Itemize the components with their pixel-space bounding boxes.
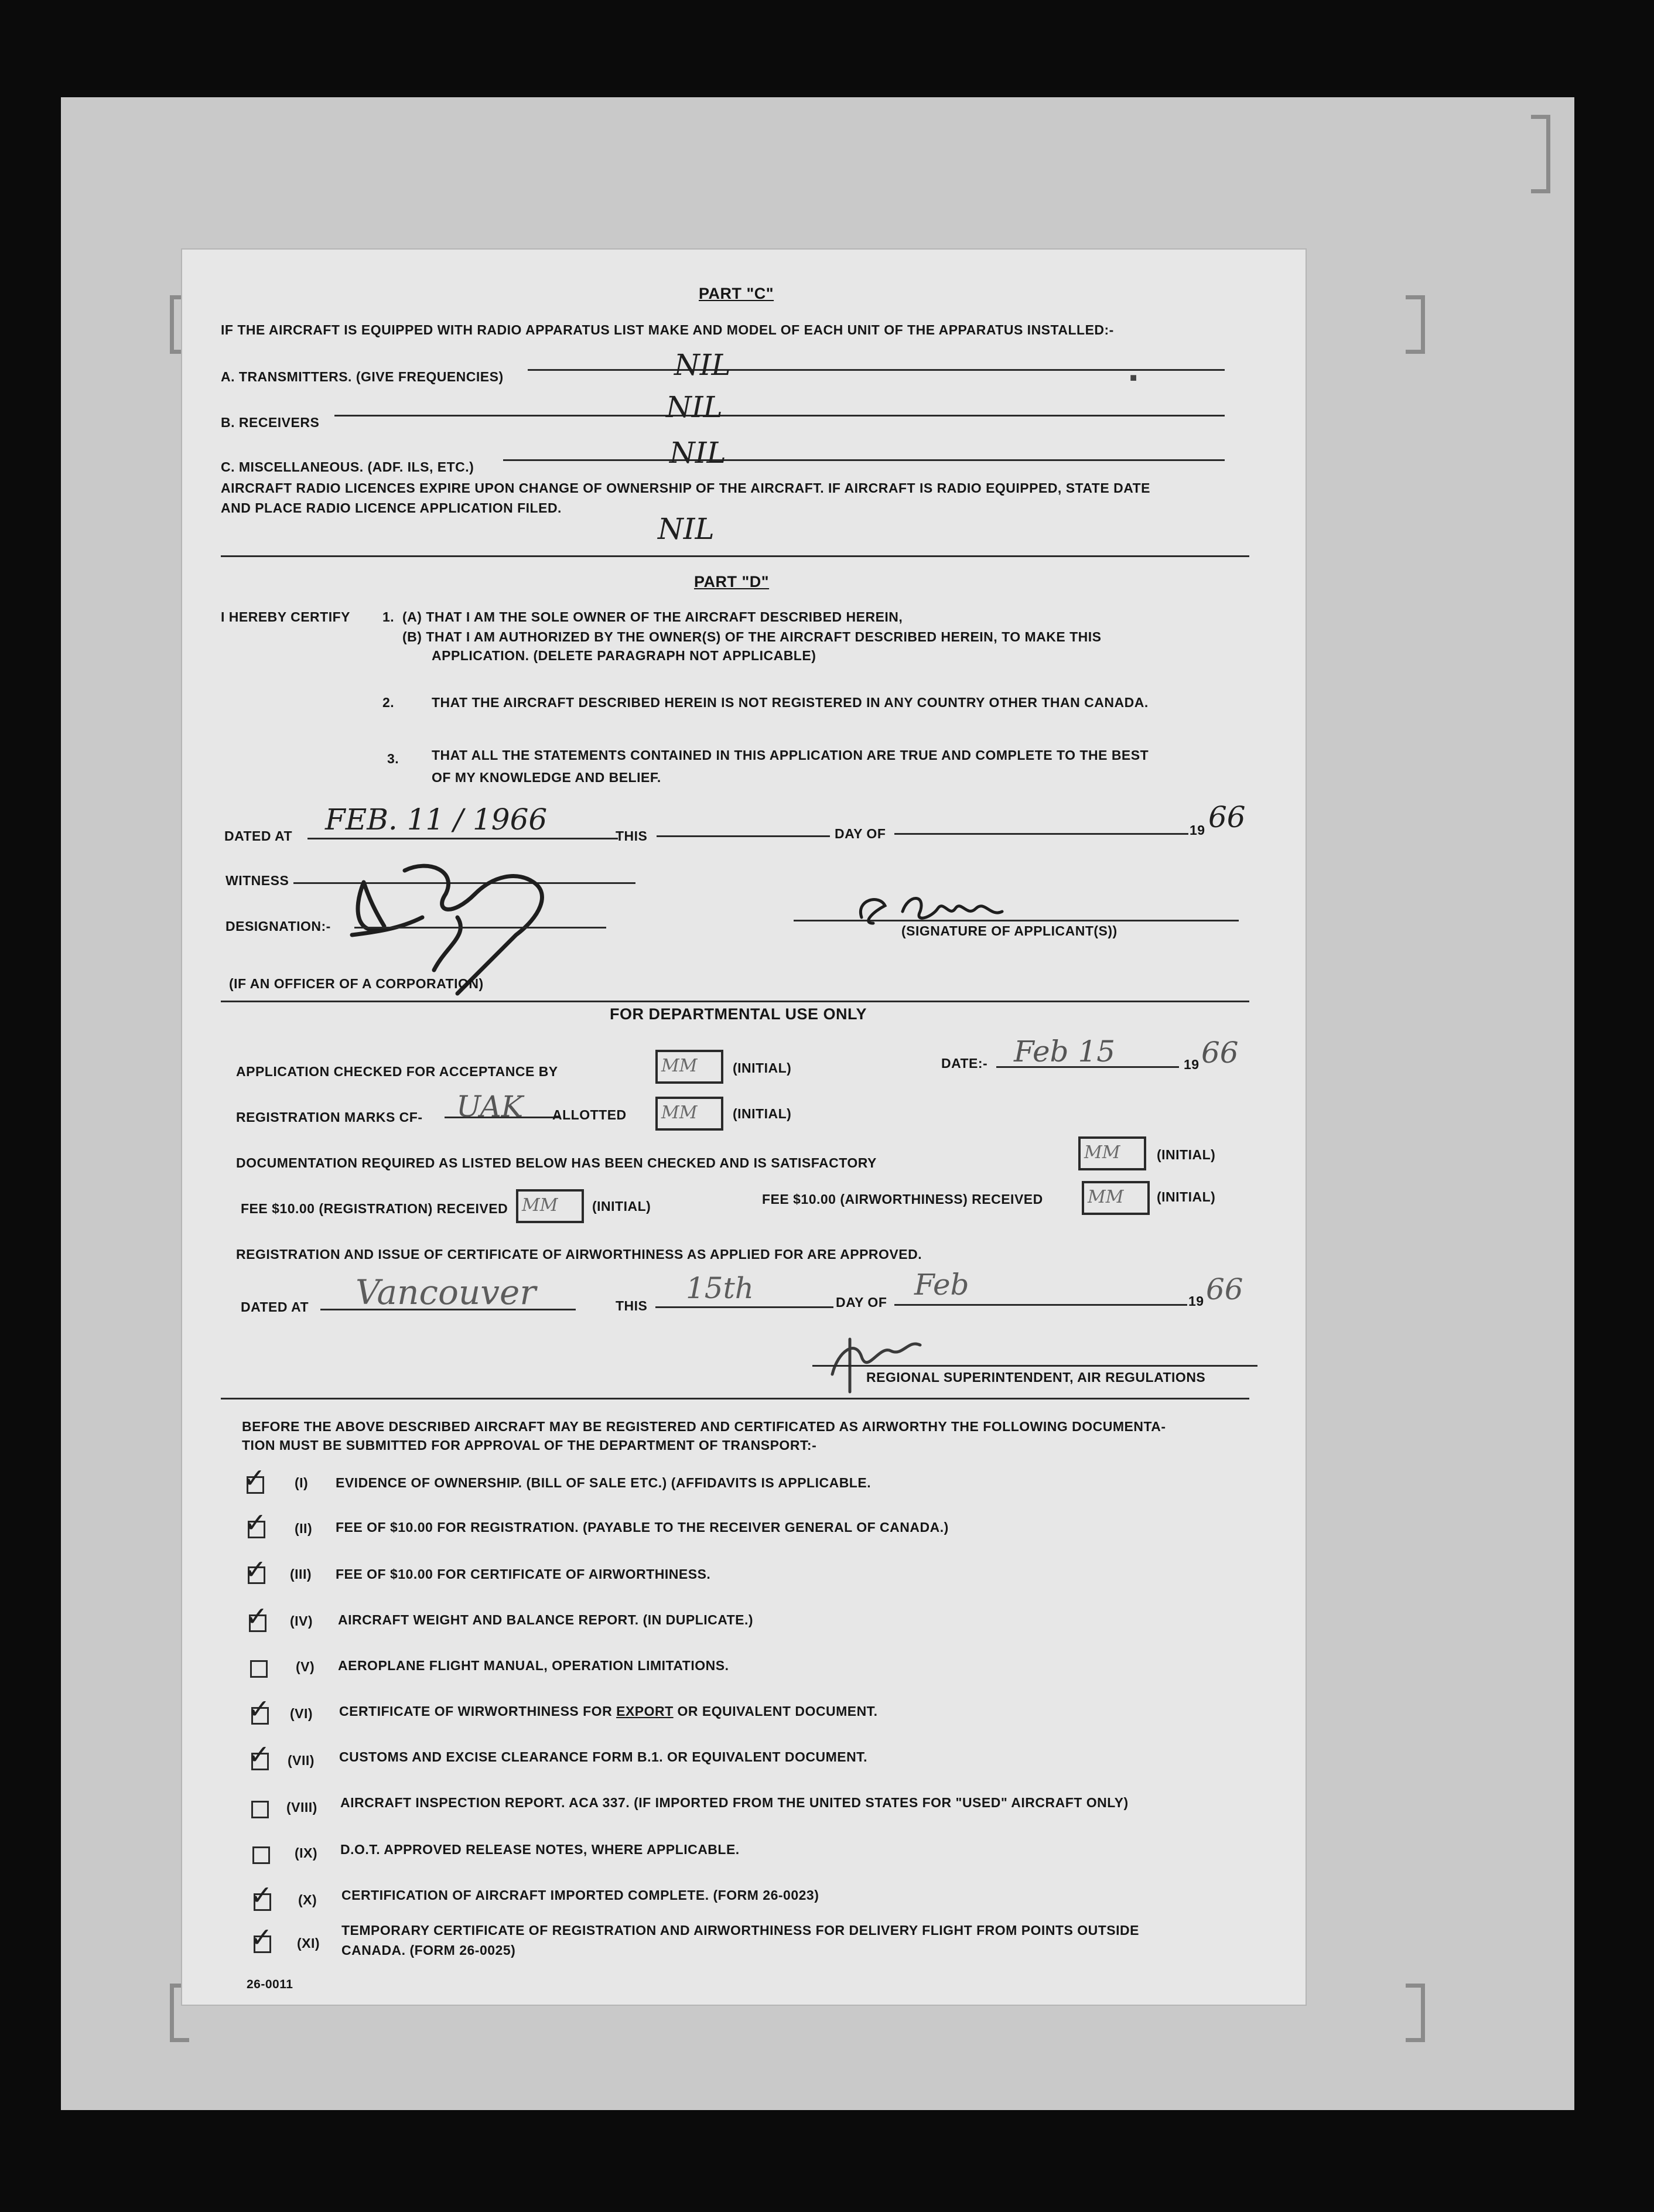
part-d-heading: PART "D": [694, 573, 770, 590]
item-vii-text: CUSTOMS AND EXCISE CLEARANCE FORM B.1. OR EQUIVALENT DOCUMENT.: [339, 1749, 868, 1764]
transmitters-label: A. TRANSMITTERS. (GIVE FREQUENCIES): [221, 369, 504, 384]
item-viii-text: AIRCRAFT INSPECTION REPORT. ACA 337. (IF IMPORTED FROM THE UNITED STATES FOR "USED" AIRCRAFT ONLY): [340, 1795, 1129, 1810]
misc-line: [503, 459, 1225, 461]
dept-this-line: [655, 1306, 833, 1308]
allotted-initial-label: (INITIAL): [733, 1106, 792, 1121]
transmitters-line: [528, 369, 1225, 371]
item-ii-number: (II): [295, 1521, 313, 1536]
item-x-text: CERTIFICATION OF AIRCRAFT IMPORTED COMPLETE. (FORM 26-0023): [341, 1887, 819, 1903]
dept-use-end-line: [221, 1398, 1249, 1399]
part-d-end-line: [221, 1001, 1249, 1002]
allotted-label: ALLOTTED: [552, 1107, 627, 1122]
item-vi-text-c: OR EQUIVALENT DOCUMENT.: [673, 1704, 878, 1719]
transmitters-value: NIL: [674, 348, 731, 382]
checked-for-acceptance-label: APPLICATION CHECKED FOR ACCEPTANCE BY: [236, 1064, 558, 1079]
superintendent-line: [812, 1365, 1257, 1367]
dept-day-of-line: [894, 1304, 1187, 1306]
item-i-text: EVIDENCE OF OWNERSHIP. (BILL OF SALE ETC.) (AFFIDAVITS IS APPLICABLE.: [336, 1475, 872, 1490]
registration-marks-value: UAK: [456, 1090, 524, 1124]
item-v-number: (V): [296, 1659, 315, 1674]
checkmark-icon: ✓: [248, 1739, 271, 1770]
item2-text: THAT THE AIRCRAFT DESCRIBED HEREIN IS NOT REGISTERED IN ANY COUNTRY OTHER THAN CANADA.: [432, 695, 1149, 710]
fee-airworthiness-label: FEE $10.00 (AIRWORTHINESS) RECEIVED: [762, 1192, 1043, 1207]
registration-marks-label: REGISTRATION MARKS CF-: [236, 1110, 423, 1125]
item-iii-number: (III): [290, 1566, 312, 1582]
signature-of-applicant-label: (SIGNATURE OF APPLICANT(S)): [901, 923, 1118, 938]
approval-label: REGISTRATION AND ISSUE OF CERTIFICATE OF AIRWORTHINESS AS APPLIED FOR ARE APPROVED.: [236, 1247, 922, 1262]
item-x-number: (X): [298, 1892, 317, 1907]
item-vii-number: (VII): [288, 1753, 315, 1768]
checkmark-icon: ✓: [243, 1462, 266, 1494]
witness-label: WITNESS: [225, 873, 289, 888]
item2-number: 2.: [382, 695, 395, 710]
dept-dated-at-value: Vancouver: [356, 1272, 536, 1312]
day-of-line: [894, 833, 1188, 835]
form-number: 26-0011: [247, 1978, 293, 1991]
checkmark-icon: ✓: [244, 1507, 267, 1538]
receivers-line: [334, 415, 1225, 417]
radio-licence-note: AIRCRAFT RADIO LICENCES EXPIRE UPON CHANGE OF OWNERSHIP OF THE AIRCRAFT. IF AIRCRAFT IS RADIO EQUIPPED, STATE DATE: [221, 480, 1150, 496]
fee-registration-initial-box: MM: [516, 1189, 584, 1223]
checkbox-item-viii[interactable]: [251, 1801, 269, 1818]
fee-airworthiness-initial-label: (INITIAL): [1157, 1189, 1216, 1204]
item1b-text-2: APPLICATION. (DELETE PARAGRAPH NOT APPLICABLE): [432, 648, 816, 663]
checkmark-icon: ✓: [250, 1921, 273, 1953]
certify-label: I HEREBY CERTIFY: [221, 609, 350, 624]
documentation-initial-label: (INITIAL): [1157, 1147, 1216, 1162]
item3-text: THAT ALL THE STATEMENTS CONTAINED IN THIS APPLICATION ARE TRUE AND COMPLETE TO THE BEST: [432, 747, 1149, 763]
dept-this-value: 15th: [686, 1271, 754, 1305]
dept-day-of-value: Feb: [914, 1268, 969, 1302]
checkmark-icon: ✓: [245, 1600, 268, 1632]
superintendent-signature: [821, 1327, 938, 1398]
item1b-text: (B) THAT I AM AUTHORIZED BY THE OWNER(S) OF THE AIRCRAFT DESCRIBED HEREIN, TO MAKE THIS: [402, 629, 1102, 644]
this-line: [657, 835, 830, 837]
fee-registration-label: FEE $10.00 (REGISTRATION) RECEIVED: [241, 1201, 508, 1216]
dated-at-line: [307, 838, 618, 839]
documentation-intro-2: TION MUST BE SUBMITTED FOR APPROVAL OF THE DEPARTMENT OF TRANSPORT:-: [242, 1438, 817, 1453]
item-iv-text: AIRCRAFT WEIGHT AND BALANCE REPORT. (IN DUPLICATE.): [338, 1612, 754, 1627]
documentation-initial-box: MM: [1078, 1136, 1146, 1170]
year-prefix: 19: [1190, 822, 1205, 838]
item-viii-number: (VIII): [286, 1800, 317, 1815]
dept-this-label: THIS: [616, 1298, 648, 1313]
item-xi-text-2: CANADA. (FORM 26-0025): [341, 1943, 516, 1958]
misc-label: C. MISCELLANEOUS. (ADF. ILS, ETC.): [221, 459, 474, 475]
crop-mark: [1406, 295, 1425, 354]
this-label: THIS: [616, 828, 648, 844]
item-ix-number: (IX): [295, 1845, 318, 1861]
crop-mark: [1406, 1984, 1425, 2042]
dated-at-label: DATED AT: [224, 828, 293, 844]
item-v-text: AEROPLANE FLIGHT MANUAL, OPERATION LIMITATIONS.: [338, 1658, 729, 1673]
item1-number: 1.: [382, 609, 395, 624]
receivers-value: NIL: [666, 390, 723, 424]
item3-number: 3.: [387, 751, 399, 766]
superintendent-label: REGIONAL SUPERINTENDENT, AIR REGULATIONS: [866, 1370, 1206, 1385]
part-c-heading: PART "C": [699, 285, 774, 302]
item-i-number: (I): [295, 1475, 309, 1490]
radio-apparatus-intro: IF THE AIRCRAFT IS EQUIPPED WITH RADIO APPARATUS LIST MAKE AND MODEL OF EACH UNIT OF THE APPARATUS INSTALLED:-: [221, 322, 1114, 337]
application-form-page: [181, 248, 1307, 2006]
fee-airworthiness-initial-box: MM: [1082, 1181, 1150, 1215]
crop-mark: [1531, 115, 1550, 193]
dated-at-value: FEB. 11 / 1966: [325, 803, 548, 837]
designation-line: [354, 927, 606, 929]
documentation-checked-label: DOCUMENTATION REQUIRED AS LISTED BELOW HAS BEEN CHECKED AND IS SATISFACTORY: [236, 1155, 877, 1170]
year-value: 66: [1208, 800, 1246, 834]
item-vi-text: [339, 1704, 878, 1719]
item-ii-text: FEE OF $10.00 FOR REGISTRATION. (PAYABLE TO THE RECEIVER GENERAL OF CANADA.): [336, 1520, 949, 1535]
acceptance-initial-box: MM: [655, 1050, 723, 1084]
checkbox-item-ix[interactable]: [252, 1846, 270, 1864]
date-year-value: 66: [1201, 1036, 1239, 1070]
allotted-initial-box: MM: [655, 1097, 723, 1131]
checkmark-icon: ✓: [248, 1693, 271, 1725]
officer-note: (IF AN OFFICER OF A CORPORATION): [229, 976, 484, 991]
item-ix-text: D.O.T. APPROVED RELEASE NOTES, WHERE APPLICABLE.: [340, 1842, 740, 1857]
item-iv-number: (IV): [290, 1613, 313, 1629]
fee-registration-initial-label: (INITIAL): [592, 1199, 651, 1214]
dept-day-of-label: DAY OF: [836, 1295, 887, 1310]
item-xi-text: TEMPORARY CERTIFICATE OF REGISTRATION AND AIRWORTHINESS FOR DELIVERY FLIGHT FROM POINTS OUTSIDE: [341, 1923, 1139, 1938]
checkbox-item-v[interactable]: [250, 1660, 268, 1678]
item-vi-text-a: CERTIFICATE OF WIRWORTHINESS FOR: [339, 1704, 617, 1719]
dept-year-prefix: 19: [1188, 1293, 1204, 1309]
day-of-label: DAY OF: [835, 826, 886, 841]
stain-mark: ■: [1130, 371, 1137, 384]
radio-licence-note-2: AND PLACE RADIO LICENCE APPLICATION FILED.: [221, 500, 562, 516]
departmental-use-heading: FOR DEPARTMENTAL USE ONLY: [610, 1005, 867, 1023]
receivers-label: B. RECEIVERS: [221, 415, 320, 430]
documentation-intro: BEFORE THE ABOVE DESCRIBED AIRCRAFT MAY BE REGISTERED AND CERTIFICATED AS AIRWORTHY THE FOLLOWING DOCUMENTA-: [242, 1419, 1166, 1434]
acceptance-initial-label: (INITIAL): [733, 1060, 792, 1076]
item1a-text: (A) THAT I AM THE SOLE OWNER OF THE AIRCRAFT DESCRIBED HEREIN,: [402, 609, 903, 624]
item-xi-number: (XI): [297, 1936, 320, 1951]
date-label: DATE:-: [941, 1056, 988, 1071]
item-vi-text-export: EXPORT: [616, 1704, 674, 1719]
licence-value: NIL: [658, 512, 715, 546]
dept-dated-at-label: DATED AT: [241, 1299, 309, 1315]
date-year-prefix: 19: [1184, 1057, 1200, 1072]
date-value: Feb 15: [1014, 1035, 1116, 1069]
item-vi-number: (VI): [290, 1706, 313, 1721]
checkmark-icon: ✓: [244, 1554, 267, 1585]
dept-year-value: 66: [1206, 1272, 1243, 1306]
item-iii-text: FEE OF $10.00 FOR CERTIFICATE OF AIRWORTHINESS.: [336, 1566, 711, 1582]
misc-value: NIL: [669, 436, 726, 470]
checkmark-icon: ✓: [250, 1879, 273, 1911]
designation-label: DESIGNATION:-: [225, 919, 331, 934]
item3-text-2: OF MY KNOWLEDGE AND BELIEF.: [432, 770, 661, 785]
licence-line: [221, 555, 1249, 557]
